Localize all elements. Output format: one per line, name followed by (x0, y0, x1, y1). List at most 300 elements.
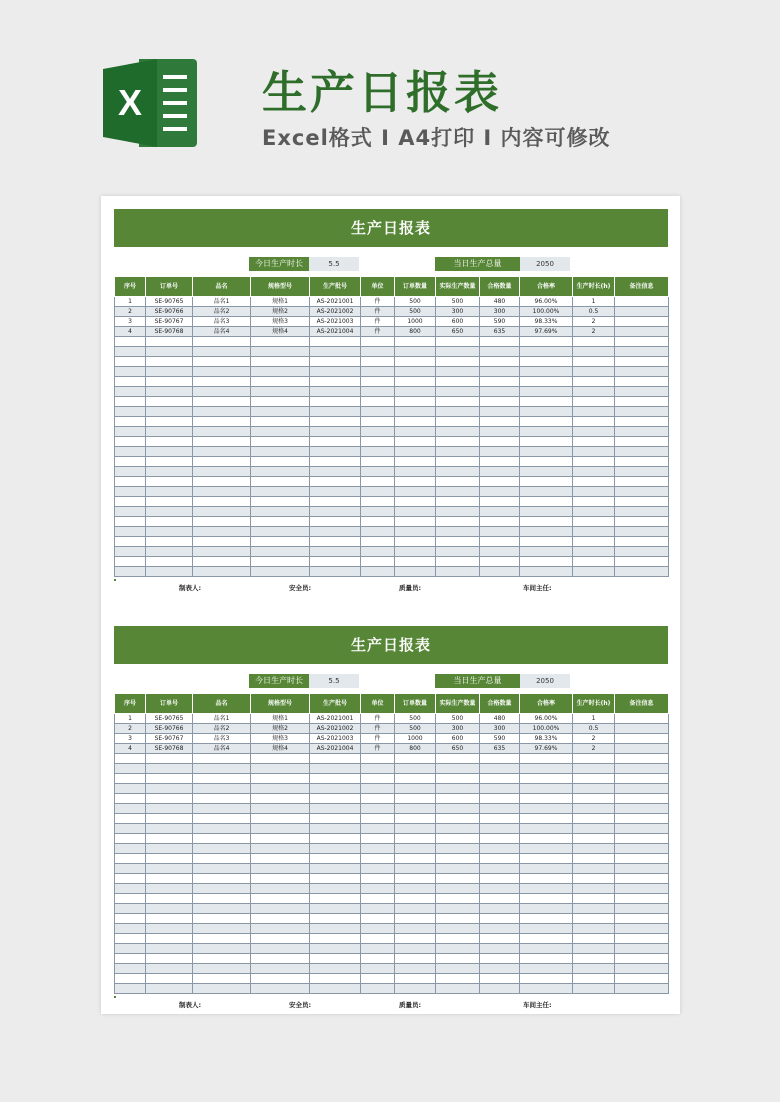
table-cell[interactable] (146, 884, 193, 894)
table-cell[interactable] (251, 854, 310, 864)
table-cell[interactable] (361, 894, 395, 904)
table-cell[interactable] (395, 844, 436, 854)
table-cell[interactable] (573, 904, 615, 914)
table-cell[interactable]: 规格2 (251, 724, 310, 734)
table-cell[interactable] (146, 824, 193, 834)
table-cell[interactable]: 0.5 (573, 307, 615, 317)
table-cell[interactable] (115, 517, 146, 527)
table-cell[interactable] (115, 854, 146, 864)
table-cell[interactable] (115, 377, 146, 387)
table-cell[interactable]: 规格4 (251, 744, 310, 754)
table-cell[interactable] (146, 467, 193, 477)
table-cell[interactable] (310, 884, 361, 894)
table-cell[interactable] (115, 884, 146, 894)
table-cell[interactable] (146, 487, 193, 497)
table-cell[interactable] (193, 774, 251, 784)
table-cell[interactable] (615, 814, 669, 824)
table-cell[interactable] (251, 417, 310, 427)
table-cell[interactable]: 品名4 (193, 744, 251, 754)
table-cell[interactable] (480, 487, 520, 497)
table-cell[interactable] (115, 914, 146, 924)
table-cell[interactable] (615, 804, 669, 814)
table-cell[interactable] (573, 954, 615, 964)
table-cell[interactable] (520, 984, 573, 994)
table-cell[interactable] (520, 527, 573, 537)
table-cell[interactable] (115, 417, 146, 427)
table-cell[interactable] (310, 497, 361, 507)
table-cell[interactable] (251, 944, 310, 954)
table-cell[interactable] (193, 904, 251, 914)
table-cell[interactable] (115, 984, 146, 994)
hours-value[interactable]: 5.5 (309, 674, 359, 688)
table-cell[interactable] (146, 417, 193, 427)
table-cell[interactable] (251, 804, 310, 814)
table-cell[interactable] (115, 387, 146, 397)
table-cell[interactable] (573, 944, 615, 954)
table-cell[interactable] (251, 934, 310, 944)
table-cell[interactable] (146, 537, 193, 547)
table-cell[interactable] (193, 467, 251, 477)
table-cell[interactable] (395, 784, 436, 794)
table-cell[interactable]: SE-90767 (146, 317, 193, 327)
table-cell[interactable] (615, 507, 669, 517)
table-cell[interactable] (480, 557, 520, 567)
table-cell[interactable] (115, 457, 146, 467)
table-cell[interactable] (193, 874, 251, 884)
table-cell[interactable] (146, 507, 193, 517)
table-cell[interactable] (436, 774, 480, 784)
table-cell[interactable]: 97.69% (520, 744, 573, 754)
table-cell[interactable]: 件 (361, 734, 395, 744)
table-cell[interactable] (115, 437, 146, 447)
table-cell[interactable] (395, 794, 436, 804)
table-cell[interactable] (395, 764, 436, 774)
table-cell[interactable] (573, 337, 615, 347)
table-cell[interactable] (193, 864, 251, 874)
table-cell[interactable] (615, 357, 669, 367)
table-cell[interactable] (193, 417, 251, 427)
table-cell[interactable] (480, 517, 520, 527)
table-cell[interactable] (115, 964, 146, 974)
table-cell[interactable] (480, 804, 520, 814)
table-cell[interactable] (480, 507, 520, 517)
table-cell[interactable] (436, 824, 480, 834)
table-cell[interactable] (520, 934, 573, 944)
table-cell[interactable] (480, 497, 520, 507)
table-cell[interactable]: 500 (395, 307, 436, 317)
table-cell[interactable]: SE-90768 (146, 744, 193, 754)
table-cell[interactable] (615, 347, 669, 357)
table-cell[interactable] (480, 547, 520, 557)
table-cell[interactable] (436, 487, 480, 497)
table-cell[interactable] (520, 507, 573, 517)
table-cell[interactable] (193, 784, 251, 794)
table-cell[interactable] (520, 944, 573, 954)
table-cell[interactable] (251, 387, 310, 397)
table-cell[interactable] (251, 764, 310, 774)
table-cell[interactable] (520, 357, 573, 367)
table-cell[interactable] (361, 824, 395, 834)
table-cell[interactable] (520, 884, 573, 894)
table-cell[interactable] (251, 884, 310, 894)
table-cell[interactable] (361, 924, 395, 934)
table-cell[interactable] (310, 804, 361, 814)
table-cell[interactable] (310, 397, 361, 407)
table-cell[interactable] (193, 437, 251, 447)
table-cell[interactable]: 1 (573, 714, 615, 724)
table-cell[interactable]: 1000 (395, 317, 436, 327)
table-cell[interactable] (520, 794, 573, 804)
table-cell[interactable] (310, 874, 361, 884)
table-cell[interactable] (310, 784, 361, 794)
table-cell[interactable] (193, 377, 251, 387)
total-value[interactable]: 2050 (520, 257, 570, 271)
table-cell[interactable]: 3 (115, 734, 146, 744)
table-cell[interactable]: 100.00% (520, 307, 573, 317)
table-cell[interactable] (480, 974, 520, 984)
table-cell[interactable] (436, 497, 480, 507)
table-cell[interactable] (573, 914, 615, 924)
table-cell[interactable] (480, 964, 520, 974)
table-cell[interactable] (520, 834, 573, 844)
table-cell[interactable] (480, 367, 520, 377)
table-cell[interactable] (310, 924, 361, 934)
table-cell[interactable] (193, 824, 251, 834)
table-cell[interactable] (361, 547, 395, 557)
table-cell[interactable] (193, 914, 251, 924)
table-cell[interactable]: 590 (480, 317, 520, 327)
table-cell[interactable]: 480 (480, 714, 520, 724)
table-cell[interactable] (436, 844, 480, 854)
table-cell[interactable]: 96.00% (520, 297, 573, 307)
table-cell[interactable] (251, 437, 310, 447)
table-cell[interactable] (115, 357, 146, 367)
table-cell[interactable] (615, 764, 669, 774)
table-cell[interactable] (251, 517, 310, 527)
table-cell[interactable] (573, 567, 615, 577)
table-cell[interactable] (310, 864, 361, 874)
table-cell[interactable] (520, 407, 573, 417)
table-cell[interactable] (310, 794, 361, 804)
table-cell[interactable] (480, 984, 520, 994)
table-cell[interactable] (361, 417, 395, 427)
table-cell[interactable] (615, 497, 669, 507)
table-cell[interactable] (361, 447, 395, 457)
table-cell[interactable] (251, 567, 310, 577)
table-cell[interactable] (146, 914, 193, 924)
table-cell[interactable] (615, 904, 669, 914)
table-cell[interactable] (395, 367, 436, 377)
table-cell[interactable] (436, 367, 480, 377)
table-cell[interactable]: 480 (480, 297, 520, 307)
table-cell[interactable] (436, 974, 480, 984)
table-cell[interactable] (310, 427, 361, 437)
table-cell[interactable] (395, 397, 436, 407)
table-cell[interactable] (573, 854, 615, 864)
table-cell[interactable] (115, 904, 146, 914)
table-cell[interactable] (615, 547, 669, 557)
table-cell[interactable] (361, 407, 395, 417)
table-cell[interactable] (436, 377, 480, 387)
table-cell[interactable] (520, 754, 573, 764)
table-cell[interactable] (480, 407, 520, 417)
table-cell[interactable]: 1 (115, 714, 146, 724)
table-cell[interactable] (361, 854, 395, 864)
table-cell[interactable]: 品名3 (193, 317, 251, 327)
table-cell[interactable] (395, 804, 436, 814)
table-cell[interactable] (310, 517, 361, 527)
table-cell[interactable] (146, 387, 193, 397)
table-cell[interactable]: 2 (573, 744, 615, 754)
table-cell[interactable] (520, 924, 573, 934)
table-cell[interactable] (615, 437, 669, 447)
table-cell[interactable]: 规格3 (251, 317, 310, 327)
table-cell[interactable] (573, 437, 615, 447)
table-cell[interactable] (193, 934, 251, 944)
table-cell[interactable] (573, 407, 615, 417)
table-cell[interactable] (573, 794, 615, 804)
table-cell[interactable] (193, 527, 251, 537)
table-cell[interactable] (573, 457, 615, 467)
table-cell[interactable] (251, 457, 310, 467)
table-cell[interactable] (520, 824, 573, 834)
table-cell[interactable] (310, 477, 361, 487)
table-cell[interactable] (146, 377, 193, 387)
table-cell[interactable] (573, 774, 615, 784)
table-cell[interactable] (520, 347, 573, 357)
table-cell[interactable] (251, 924, 310, 934)
table-cell[interactable] (615, 834, 669, 844)
table-cell[interactable] (436, 874, 480, 884)
table-cell[interactable] (395, 854, 436, 864)
table-cell[interactable] (436, 547, 480, 557)
table-cell[interactable] (480, 774, 520, 784)
table-cell[interactable] (395, 477, 436, 487)
table-cell[interactable] (480, 844, 520, 854)
table-cell[interactable] (573, 834, 615, 844)
table-cell[interactable] (573, 527, 615, 537)
table-cell[interactable] (251, 824, 310, 834)
table-cell[interactable] (115, 804, 146, 814)
table-cell[interactable]: 件 (361, 714, 395, 724)
table-cell[interactable] (436, 754, 480, 764)
table-cell[interactable] (573, 814, 615, 824)
table-cell[interactable] (615, 367, 669, 377)
table-cell[interactable] (361, 774, 395, 784)
table-cell[interactable] (115, 477, 146, 487)
table-cell[interactable]: 件 (361, 744, 395, 754)
table-cell[interactable] (193, 347, 251, 357)
table-cell[interactable]: 2 (115, 724, 146, 734)
table-cell[interactable] (361, 974, 395, 984)
table-cell[interactable] (146, 894, 193, 904)
table-cell[interactable] (361, 337, 395, 347)
table-cell[interactable]: 件 (361, 724, 395, 734)
table-cell[interactable] (573, 377, 615, 387)
table-cell[interactable] (193, 984, 251, 994)
table-cell[interactable] (115, 974, 146, 984)
table-cell[interactable]: AS-2021001 (310, 714, 361, 724)
table-cell[interactable] (193, 507, 251, 517)
table-cell[interactable] (615, 457, 669, 467)
table-cell[interactable] (573, 387, 615, 397)
table-cell[interactable] (146, 904, 193, 914)
table-cell[interactable] (115, 774, 146, 784)
table-cell[interactable] (310, 457, 361, 467)
hours-value[interactable]: 5.5 (309, 257, 359, 271)
table-cell[interactable] (480, 834, 520, 844)
table-cell[interactable] (146, 477, 193, 487)
table-cell[interactable] (615, 537, 669, 547)
table-cell[interactable] (480, 824, 520, 834)
table-cell[interactable] (361, 557, 395, 567)
table-cell[interactable] (193, 407, 251, 417)
table-cell[interactable]: 635 (480, 744, 520, 754)
table-cell[interactable] (395, 437, 436, 447)
table-cell[interactable] (310, 507, 361, 517)
table-cell[interactable] (520, 864, 573, 874)
table-cell[interactable] (395, 467, 436, 477)
table-cell[interactable] (395, 924, 436, 934)
table-cell[interactable] (395, 904, 436, 914)
table-cell[interactable] (520, 974, 573, 984)
table-cell[interactable] (251, 357, 310, 367)
table-cell[interactable] (115, 754, 146, 764)
table-cell[interactable] (310, 774, 361, 784)
table-cell[interactable]: SE-90768 (146, 327, 193, 337)
table-cell[interactable] (436, 537, 480, 547)
table-cell[interactable] (436, 527, 480, 537)
table-cell[interactable] (615, 724, 669, 734)
table-cell[interactable] (480, 537, 520, 547)
table-cell[interactable] (361, 784, 395, 794)
table-cell[interactable] (251, 537, 310, 547)
table-cell[interactable] (480, 794, 520, 804)
table-cell[interactable]: 4 (115, 327, 146, 337)
table-cell[interactable] (146, 794, 193, 804)
table-cell[interactable] (436, 337, 480, 347)
table-cell[interactable] (115, 764, 146, 774)
table-cell[interactable] (520, 517, 573, 527)
table-cell[interactable]: 件 (361, 317, 395, 327)
table-cell[interactable]: AS-2021002 (310, 307, 361, 317)
table-cell[interactable] (193, 517, 251, 527)
table-cell[interactable] (395, 874, 436, 884)
table-cell[interactable] (115, 844, 146, 854)
table-cell[interactable] (436, 764, 480, 774)
table-cell[interactable] (310, 467, 361, 477)
table-cell[interactable] (115, 447, 146, 457)
table-cell[interactable] (115, 467, 146, 477)
table-cell[interactable]: 300 (436, 724, 480, 734)
table-cell[interactable]: 97.69% (520, 327, 573, 337)
table-cell[interactable] (615, 824, 669, 834)
table-cell[interactable] (480, 914, 520, 924)
table-cell[interactable] (520, 537, 573, 547)
table-cell[interactable]: 98.33% (520, 734, 573, 744)
table-cell[interactable] (520, 814, 573, 824)
table-cell[interactable] (193, 894, 251, 904)
table-cell[interactable] (146, 517, 193, 527)
table-cell[interactable] (436, 864, 480, 874)
table-cell[interactable]: 件 (361, 307, 395, 317)
table-cell[interactable] (251, 557, 310, 567)
table-cell[interactable] (436, 417, 480, 427)
table-cell[interactable] (395, 547, 436, 557)
table-cell[interactable] (520, 437, 573, 447)
table-cell[interactable] (615, 914, 669, 924)
table-cell[interactable] (615, 377, 669, 387)
table-cell[interactable]: 规格1 (251, 297, 310, 307)
table-cell[interactable] (615, 557, 669, 567)
table-cell[interactable] (193, 477, 251, 487)
table-cell[interactable] (615, 894, 669, 904)
table-cell[interactable] (361, 954, 395, 964)
table-cell[interactable] (251, 774, 310, 784)
table-cell[interactable] (615, 964, 669, 974)
table-cell[interactable]: 规格4 (251, 327, 310, 337)
table-cell[interactable] (361, 567, 395, 577)
table-cell[interactable] (361, 507, 395, 517)
table-cell[interactable] (395, 497, 436, 507)
table-cell[interactable] (395, 507, 436, 517)
table-cell[interactable] (573, 477, 615, 487)
table-cell[interactable] (615, 844, 669, 854)
table-cell[interactable] (573, 427, 615, 437)
table-cell[interactable]: 品名3 (193, 734, 251, 744)
table-cell[interactable] (361, 874, 395, 884)
table-cell[interactable] (395, 387, 436, 397)
table-cell[interactable] (251, 844, 310, 854)
table-cell[interactable] (615, 307, 669, 317)
table-cell[interactable] (436, 794, 480, 804)
table-cell[interactable] (395, 894, 436, 904)
table-cell[interactable] (251, 507, 310, 517)
table-cell[interactable] (615, 467, 669, 477)
table-cell[interactable] (480, 457, 520, 467)
table-cell[interactable] (615, 407, 669, 417)
table-cell[interactable] (146, 874, 193, 884)
table-cell[interactable] (480, 417, 520, 427)
table-cell[interactable] (436, 397, 480, 407)
table-cell[interactable] (361, 934, 395, 944)
table-cell[interactable] (146, 397, 193, 407)
table-cell[interactable] (436, 437, 480, 447)
table-cell[interactable] (520, 427, 573, 437)
table-cell[interactable] (436, 964, 480, 974)
table-cell[interactable] (193, 974, 251, 984)
table-cell[interactable]: 2 (115, 307, 146, 317)
table-cell[interactable] (193, 387, 251, 397)
table-cell[interactable] (193, 754, 251, 764)
table-cell[interactable] (395, 527, 436, 537)
table-cell[interactable] (436, 477, 480, 487)
table-cell[interactable] (146, 984, 193, 994)
table-cell[interactable] (193, 844, 251, 854)
table-cell[interactable] (480, 397, 520, 407)
table-cell[interactable]: 2 (573, 327, 615, 337)
table-cell[interactable]: SE-90765 (146, 714, 193, 724)
table-cell[interactable] (395, 934, 436, 944)
table-cell[interactable] (436, 814, 480, 824)
table-cell[interactable]: SE-90766 (146, 724, 193, 734)
table-cell[interactable] (251, 447, 310, 457)
table-cell[interactable] (146, 527, 193, 537)
table-cell[interactable] (615, 487, 669, 497)
table-cell[interactable] (395, 964, 436, 974)
table-cell[interactable] (520, 774, 573, 784)
table-cell[interactable] (573, 974, 615, 984)
